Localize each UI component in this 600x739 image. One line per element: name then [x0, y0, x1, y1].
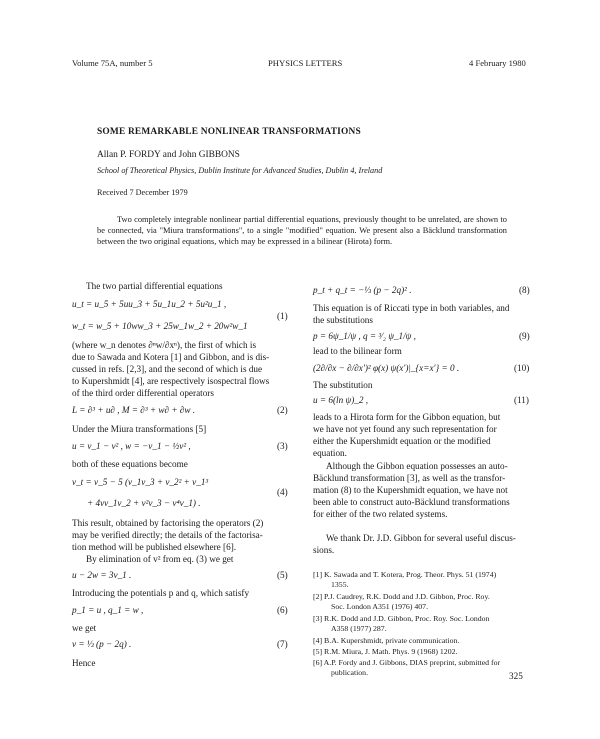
body-line: either the Kupershmidt equation or the modified	[313, 436, 491, 446]
reference-item: [4] B.A. Kupershmidt, private communication.	[313, 636, 460, 645]
body-line: (where w_n denotes ∂ⁿw/∂xⁿ), the first of which is	[72, 340, 257, 350]
reference-item: [2] P.J. Caudrey, R.K. Dodd and J.D. Gibbon, Proc. Roy.	[313, 592, 490, 601]
acknowledgement-line: sions.	[313, 545, 335, 555]
body-line: may be verified directly; the details of the factorisa-	[72, 530, 263, 540]
equation-number: (7)	[277, 639, 288, 649]
body-line: cussed in refs. [2,3], and the second of which is due	[72, 364, 263, 374]
affiliation: School of Theoretical Physics, Dublin Institute for Advanced Studies, Dublin 4, Ireland	[97, 166, 383, 175]
reference-item: 1355.	[331, 580, 349, 589]
body-line: been able to construct auto-Bäcklund transformations	[313, 497, 510, 507]
reference-item: [5] R.M. Miura, J. Math. Phys. 9 (1968) 1202.	[313, 647, 458, 656]
received-date: Received 7 December 1979	[97, 188, 188, 197]
equation-line: (2∂/∂x − ∂/∂x')² φ(x) ψ(x')|_{x=x'} = 0 .	[313, 363, 460, 373]
volume-label: Volume 75A, number 5	[72, 58, 153, 68]
abstract: Two completely integrable nonlinear partial differential equations, previously thought to be unrelated, are shown to be connected, via "Miura transformations", to a single "modified" equation. We present also a Bäcklund transformation between the two original equations, which may be expressed in a bilinear (Hirota) form.	[97, 215, 507, 247]
equation-number: (11)	[514, 395, 529, 405]
equation-line: p_t + q_t = −⅓ (p − 2q)² .	[313, 285, 412, 295]
equation-number: (10)	[514, 363, 530, 373]
body-line: lead to the bilinear form	[313, 346, 402, 356]
reference-item: A358 (1977) 287.	[331, 624, 387, 633]
reference-item: publication.	[331, 668, 369, 677]
journal-name: PHYSICS LETTERS	[268, 58, 343, 68]
body-line: This equation is of Riccati type in both variables, and	[313, 303, 510, 313]
body-line: tion method will be published elsewhere [6].	[72, 542, 237, 552]
equation-number: (5)	[277, 570, 288, 580]
body-line: The two partial differential equations	[86, 281, 223, 291]
body-line: both of these equations become	[72, 459, 188, 469]
equation-line: L = ∂³ + u∂ , M = ∂³ + w∂ + ∂w .	[72, 405, 196, 415]
body-line: Introducing the potentials p and q, which satisfy	[72, 588, 250, 598]
equation-line: v_t = v_5 − 5 (v_1v_3 + v_2² + v_1³	[72, 477, 209, 487]
equation-number: (2)	[277, 405, 288, 415]
body-line: the substitutions	[313, 315, 373, 325]
body-line: Hence	[72, 658, 96, 668]
body-line: equation.	[313, 448, 347, 458]
issue-date: 4 February 1980	[469, 58, 526, 68]
reference-item: [3] R.K. Dodd and J.D. Gibbon, Proc. Roy. Soc. London	[313, 614, 490, 623]
reference-item: [1] K. Sawada and T. Kotera, Prog. Theor. Phys. 51 (1974)	[313, 570, 497, 579]
equation-line: u = v_1 − v² , w = −v_1 − ½v² ,	[72, 441, 191, 451]
equation-line: + 4vv_1v_2 + v²v_3 − v⁴v_1) .	[87, 498, 201, 508]
equation-number: (6)	[277, 605, 288, 615]
equation-line: p = 6ψ_1/ψ , q = ³⁄₂ ψ_1/ψ ,	[313, 331, 416, 341]
reference-item: [6] A.P. Fordy and J. Gibbons, DIAS preprint, submitted for	[313, 658, 501, 667]
reference-item: Soc. London A351 (1976) 407.	[331, 602, 429, 611]
equation-line: p_1 = u , q_1 = w ,	[72, 605, 144, 615]
equation-number: (4)	[277, 487, 288, 497]
body-line: Bäcklund transformation [3], as well as the transfor-	[313, 473, 506, 483]
body-line: The substitution	[313, 380, 373, 390]
body-line: This result, obtained by factorising the operators (2)	[72, 518, 264, 528]
body-line: due to Sawada and Kotera [1] and Gibbon, and is dis-	[72, 352, 270, 362]
author-list: Allan P. FORDY and John GIBBONS	[97, 150, 240, 160]
equation-line: u = 6(ln ψ)_2 ,	[313, 395, 369, 405]
equation-line: u − 2w = 3v_1 .	[72, 570, 132, 580]
equation-number: (8)	[519, 285, 530, 295]
equation-line: w_t = w_5 + 10ww_3 + 25w_1w_2 + 20w²w_1	[72, 321, 248, 331]
equation-line: v = ⅓ (p − 2q) .	[72, 639, 132, 649]
body-line: to Kupershmidt [4], are respectively isospectral flows	[72, 376, 270, 386]
equation-number: (1)	[277, 311, 288, 321]
body-line: of the third order differential operators	[72, 388, 214, 398]
equation-number: (3)	[277, 441, 288, 451]
page-number: 325	[509, 671, 523, 681]
acknowledgement-line: We thank Dr. J.D. Gibbon for several useful discus-	[326, 533, 516, 543]
body-line: we get	[72, 623, 97, 633]
body-line: we have not yet found any such representation for	[313, 424, 497, 434]
body-line: Under the Miura transformations [5]	[72, 424, 207, 434]
body-line: for either of the two related systems.	[313, 509, 448, 519]
article-title: SOME REMARKABLE NONLINEAR TRANSFORMATIONS	[97, 127, 361, 137]
body-line: leads to a Hirota form for the Gibbon equation, but	[313, 412, 501, 422]
equation-line: u_t = u_5 + 5uu_3 + 5u_1u_2 + 5u²u_1 ,	[72, 299, 227, 309]
body-line: Although the Gibbon equation possesses an auto-	[326, 461, 508, 471]
body-line: mation (8) to the Kupershmidt equation, we have not	[313, 485, 508, 495]
equation-number: (9)	[519, 331, 530, 341]
body-line: By elimination of v² from eq. (3) we get	[86, 554, 234, 564]
